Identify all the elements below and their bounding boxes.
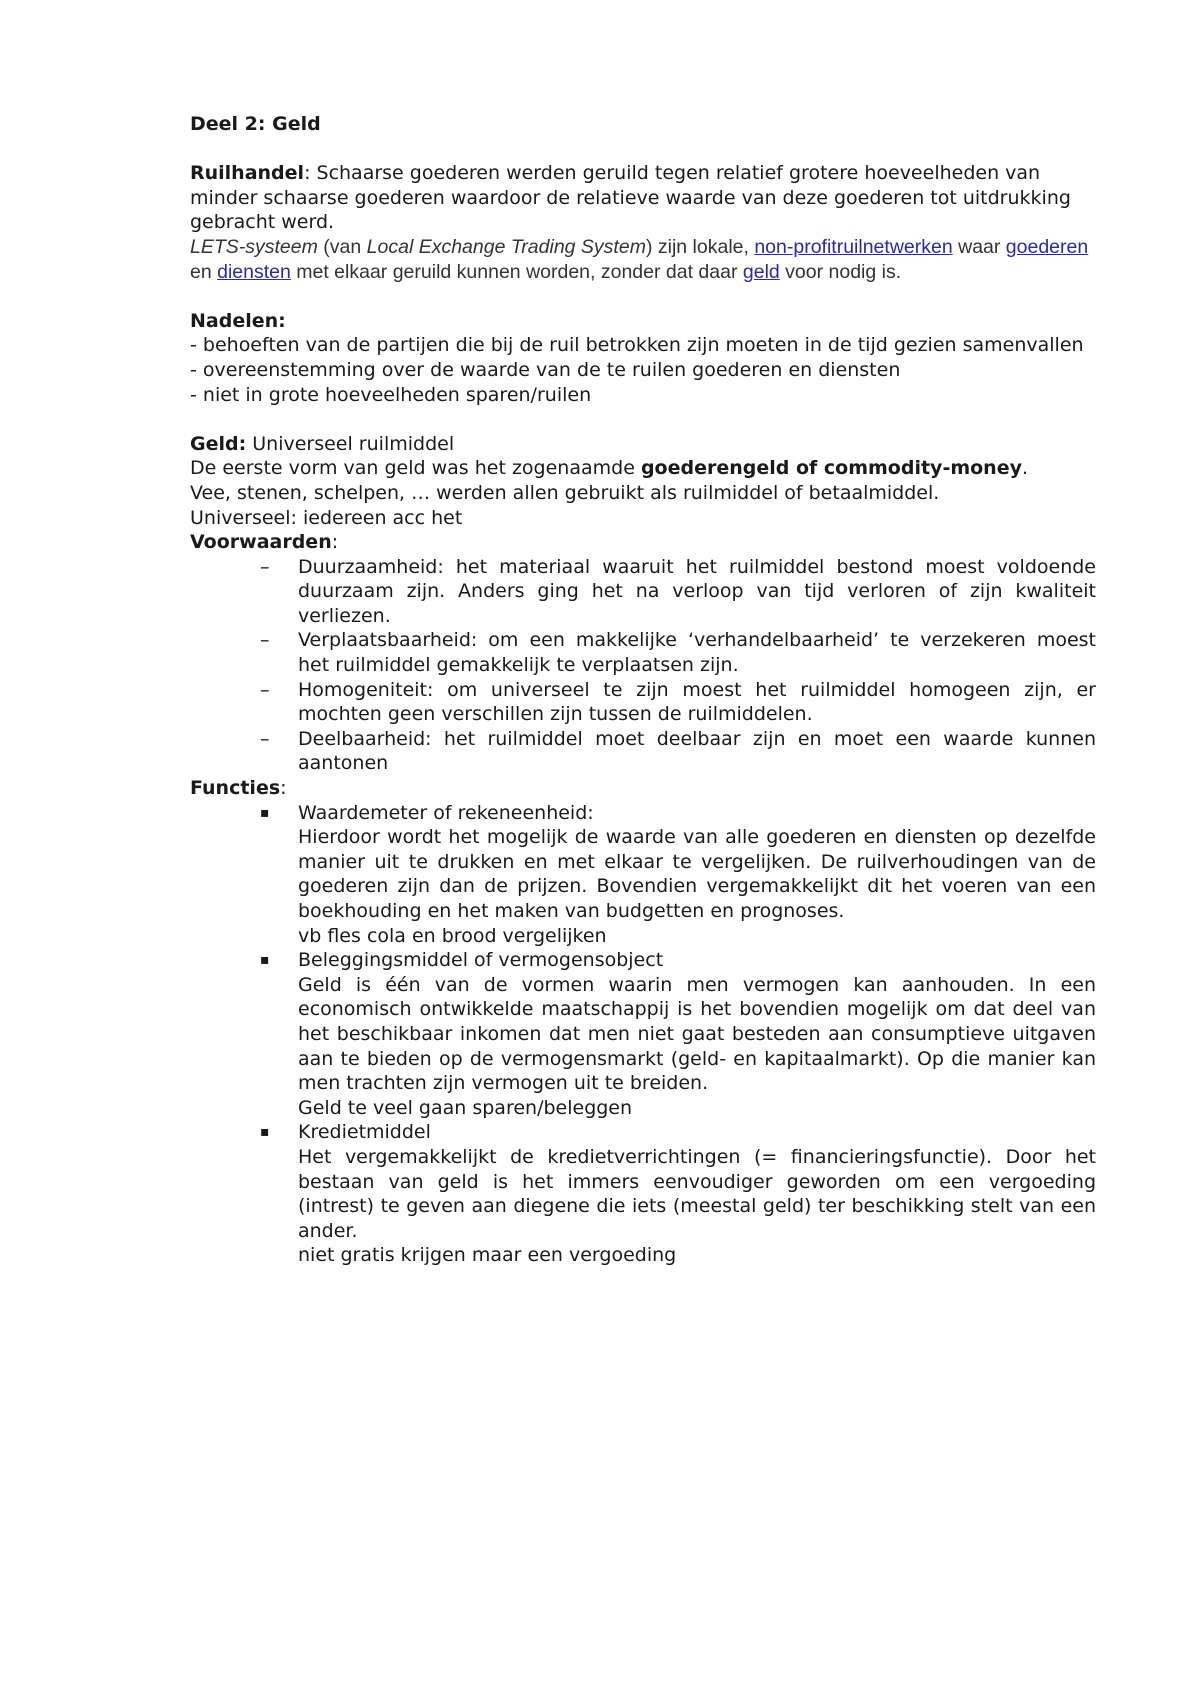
function-title: Kredietmiddel xyxy=(298,1121,431,1144)
ruilhandel-paragraph: Ruilhandel: Schaarse goederen werden geruild tegen relatief grotere hoeveelheden van minder schaarse goederen waardoor de relatieve waarde van deze goederen tot uitdrukking gebracht werd. xyxy=(190,162,1071,234)
nadelen-heading: Nadelen: xyxy=(190,309,286,332)
page-title: Deel 2: Geld xyxy=(190,113,321,135)
function-note: Geld te veel gaan sparen/beleggen xyxy=(298,1096,633,1119)
function-title: Waardemeter of rekeneenheid: xyxy=(298,801,594,824)
nadelen-item: - overeenstemming over de waarde van de te ruilen goederen en diensten xyxy=(190,358,901,381)
document-page xyxy=(190,112,1096,1268)
list-item xyxy=(260,1120,1096,1268)
functies-heading: Functies: xyxy=(190,777,287,800)
functies-list xyxy=(260,801,1096,1268)
voorwaarden-list xyxy=(260,555,1096,776)
bullet-icon: ▪ xyxy=(260,804,270,821)
lets-paragraph: LETS-systeem (van Local Exchange Trading System) zijn lokale, non-profitruilnetwerken waar goederen en diensten met elkaar geruild kunnen worden, zonder dat daar geld voor nodig is. xyxy=(190,235,1089,283)
function-text: Hierdoor wordt het mogelijk de waarde van alle goederen en diensten op dezelfde manier uit te drukken en met elkaar te vergelijken. De ruilverhoudingen van de goederen zijn dan de prijzen. Bovendien vergemakkelijkt dit het voeren van een boekhouding en het maken van budgetten en prognoses. xyxy=(298,826,1096,922)
link-diensten[interactable]: diensten xyxy=(217,260,291,283)
nadelen-item: - behoeften van de partijen die bij de ruil betrokken zijn moeten in de tijd gezien samenvallen xyxy=(190,334,1084,357)
link-geld[interactable]: geld xyxy=(742,260,780,283)
nadelen-item: - niet in grote hoeveelheden sparen/ruilen xyxy=(190,383,592,406)
geld-definition: Geld: Universeel ruilmiddel xyxy=(190,432,455,455)
function-title: Beleggingsmiddel of vermogensobject xyxy=(298,949,664,972)
link-non-profit[interactable]: non-profitruilnetwerken xyxy=(754,235,953,258)
ruilhandel-term: Ruilhandel xyxy=(190,162,305,185)
function-note: niet gratis krijgen maar een vergoeding xyxy=(298,1244,677,1267)
bullet-icon: ▪ xyxy=(260,1124,270,1141)
list-item: – Deelbaarheid: het ruilmiddel moet deelbaar zijn en moet een waarde kunnen aantonen xyxy=(260,727,1096,775)
voorwaarden-heading: Voorwaarden: xyxy=(190,531,339,554)
list-item: – Homogeniteit: om universeel te zijn moest het ruilmiddel homogeen zijn, er mochten geen verschillen zijn tussen de ruilmiddelen. xyxy=(260,678,1096,726)
dash-marker: – xyxy=(260,678,270,701)
geld-line: Vee, stenen, schelpen, … werden allen gebruikt als ruilmiddel of betaalmiddel. xyxy=(190,481,940,504)
function-text: Geld is één van de vormen waarin men vermogen kan aanhouden. In een economisch ontwikkelde maatschappij is het bovendien mogelijk om dat deel van het beschikbaar inkomen dat men niet gaat besteden aan consumptieve uitgaven aan te bieden op de vermogensmarkt (geld- en kapitaalmarkt). Op die manier kan men trachten zijn vermogen uit te breiden. xyxy=(298,973,1096,1095)
link-goederen[interactable]: goederen xyxy=(1005,235,1089,258)
bullet-icon: ▪ xyxy=(260,952,270,969)
list-item: – Verplaatsbaarheid: om een makkelijke ‘verhandelbaarheid’ te verzekeren moest het ruilmiddel gemakkelijk te verplaatsen zijn. xyxy=(260,629,1096,677)
dash-marker: – xyxy=(260,727,270,750)
list-item: – Duurzaamheid: het materiaal waaruit het ruilmiddel bestond moest voldoende duurzaam zijn. Anders ging het na verloop van tijd verloren of zijn kwaliteit verliezen. xyxy=(260,555,1096,627)
function-text: Het vergemakkelijkt de kredietverrichtingen (= financieringsfunctie). Door het bestaan van geld is het immers eenvoudiger geworden om een vergoeding (intrest) te geven aan diegene die iets (meestal geld) ter beschikking stelt van een ander. xyxy=(298,1145,1096,1242)
geld-line: Universeel: iedereen acc het xyxy=(190,506,463,529)
list-item xyxy=(260,801,1096,949)
list-item xyxy=(260,948,1096,1120)
geld-line: De eerste vorm van geld was het zogenaamde goederengeld of commodity-money. xyxy=(190,457,1029,480)
dash-marker: – xyxy=(260,555,270,578)
function-note: vb fles cola en brood vergelijken xyxy=(298,924,607,947)
dash-marker: – xyxy=(260,629,270,652)
